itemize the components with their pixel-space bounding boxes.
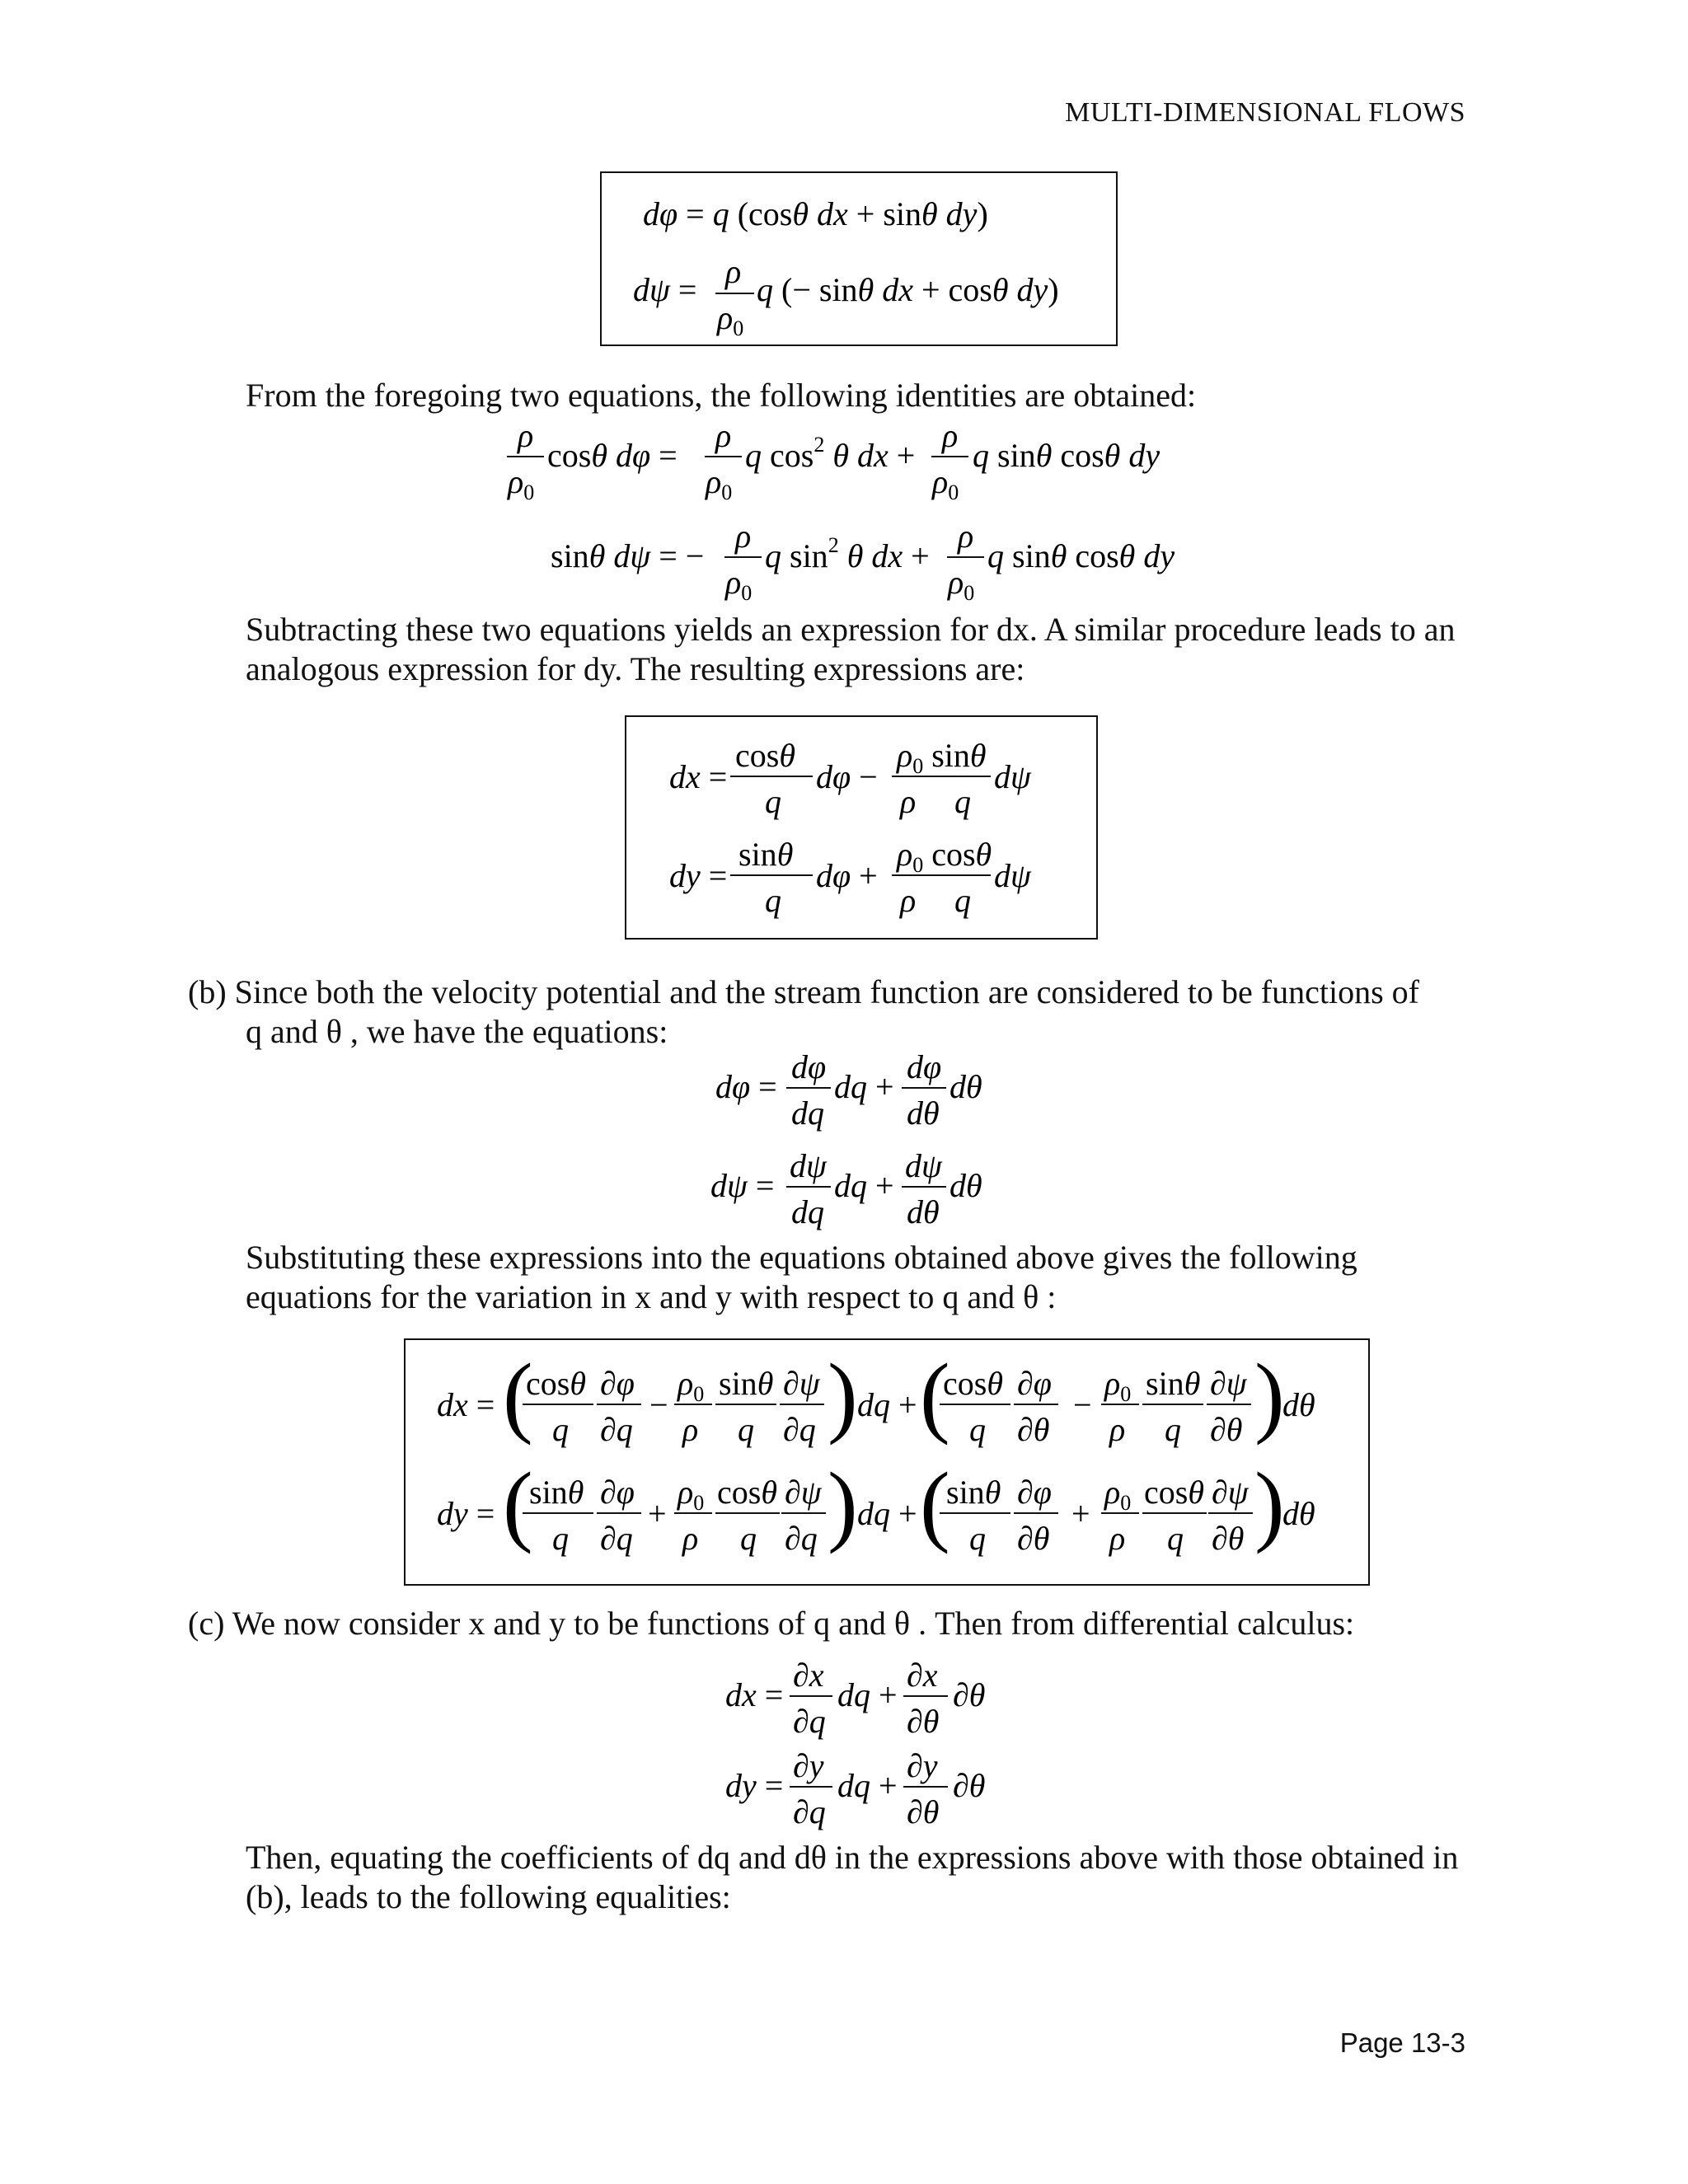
svg-text:ρ0: $\rho_0$ bbox=[678, 1365, 705, 1406]
svg-text:q: q bbox=[765, 783, 781, 820]
svg-text:∂θ: ∂θ bbox=[1017, 1520, 1050, 1557]
svg-text:∂q: ∂q bbox=[783, 1411, 816, 1448]
svg-text:dψ: dψ bbox=[790, 1147, 827, 1184]
svg-text:∂q: ∂q bbox=[793, 1703, 826, 1740]
svg-text:dq +: dq + bbox=[837, 1767, 898, 1804]
svg-text:): ) bbox=[828, 1345, 858, 1446]
svg-text:dθ: dθ bbox=[907, 1094, 940, 1132]
box3-equations bbox=[420, 1345, 1368, 1582]
eq-dpsi bbox=[633, 253, 1059, 340]
eq-dphi-partial bbox=[715, 1048, 982, 1132]
svg-text:dψ: dψ bbox=[905, 1147, 942, 1184]
svg-text:q: q bbox=[954, 882, 971, 919]
svg-text:∂θ: ∂θ bbox=[953, 1767, 986, 1804]
paragraph-subtracting-text: Subtracting these two equations yields an expression for dx. A similar procedure leads to an analogous expression for dy. The resulting expressions are: bbox=[246, 611, 1456, 687]
page-number: Page 13-3 bbox=[1339, 2027, 1465, 2058]
svg-text:∂θ: ∂θ bbox=[1017, 1411, 1050, 1448]
svg-text:q: q bbox=[552, 1411, 569, 1448]
svg-text:dφ −: dφ − bbox=[816, 758, 878, 795]
svg-text:): ) bbox=[828, 1454, 858, 1554]
part-b-equations bbox=[701, 1048, 1047, 1238]
svg-text:dx =: dx = bbox=[669, 758, 728, 795]
svg-text:dx =: dx = bbox=[725, 1676, 784, 1713]
svg-text:dq: dq bbox=[791, 1094, 824, 1132]
svg-text:ρ0: $\rho_0$ bbox=[725, 564, 753, 605]
svg-text:∂φ: ∂φ bbox=[1017, 1365, 1052, 1402]
svg-text:cosθ dφ =: cosθ dφ = bbox=[547, 437, 678, 474]
svg-text:∂θ: ∂θ bbox=[1212, 1520, 1245, 1557]
svg-text:ρ0: $\rho_0$ bbox=[508, 463, 535, 504]
svg-text:cosθ: cosθ bbox=[1144, 1474, 1204, 1511]
svg-text:dφ +: dφ + bbox=[816, 857, 878, 894]
svg-text:dθ: dθ bbox=[950, 1068, 982, 1105]
svg-text:dy =: dy = bbox=[669, 857, 728, 894]
svg-text:∂θ: ∂θ bbox=[907, 1703, 940, 1740]
svg-text:∂ψ: ∂ψ bbox=[783, 1365, 820, 1402]
svg-text:sinθ: sinθ bbox=[529, 1474, 584, 1511]
svg-text:ρ: ρ bbox=[715, 417, 732, 454]
svg-text:q sin2 θ dx +: q $\sin^2 \theta$ dx + bbox=[765, 533, 930, 574]
svg-text:ρ0: $\rho_0$ bbox=[678, 1474, 705, 1515]
svg-text:q: q bbox=[969, 1411, 986, 1448]
part-c-equations bbox=[717, 1657, 1030, 1838]
svg-text:q: q bbox=[1167, 1520, 1184, 1557]
svg-text:∂x: ∂x bbox=[793, 1657, 824, 1694]
svg-text:−: − bbox=[1073, 1386, 1092, 1423]
paragraph-substituting: Substituting these expressions into the equations obtained above gives the following equations for the variation in x and y with respect to q and θ : bbox=[246, 1239, 1357, 1315]
svg-text:sinθ: sinθ bbox=[1146, 1365, 1201, 1402]
svg-text:(: ( bbox=[503, 1345, 533, 1446]
svg-text:ρ0: $\rho_0$ bbox=[1104, 1474, 1132, 1515]
svg-text:q sinθ cosθ dy: q sinθ cosθ dy bbox=[987, 537, 1175, 574]
svg-text:q (− sinθ dx + cosθ dy): q (− sinθ dx + cosθ dy) bbox=[757, 271, 1059, 308]
svg-text:∂y: ∂y bbox=[793, 1747, 824, 1784]
svg-text:cosθ: cosθ bbox=[943, 1365, 1003, 1402]
eq-dx-box2 bbox=[669, 737, 1032, 820]
svg-text:(: ( bbox=[920, 1345, 950, 1446]
svg-text:ρ0: $\rho_0$ bbox=[948, 564, 975, 605]
eq-dx-box3 bbox=[437, 1345, 1315, 1448]
svg-text:∂θ: ∂θ bbox=[1210, 1411, 1243, 1448]
svg-text:dθ: dθ bbox=[907, 1193, 940, 1230]
svg-text:∂x: ∂x bbox=[907, 1657, 938, 1694]
svg-text:+: + bbox=[1071, 1495, 1090, 1532]
svg-text:∂ψ: ∂ψ bbox=[1210, 1365, 1247, 1402]
identity-2 bbox=[551, 518, 1175, 605]
svg-text:∂q: ∂q bbox=[600, 1411, 633, 1448]
svg-text:ρ0 cosθ: $\rho_0$ cosθ bbox=[897, 836, 992, 877]
svg-text:dq: dq bbox=[791, 1193, 824, 1230]
svg-text:−: − bbox=[649, 1386, 668, 1423]
svg-text:q: q bbox=[552, 1520, 569, 1557]
svg-text:∂q: ∂q bbox=[793, 1793, 826, 1830]
eq-dx-partial bbox=[725, 1657, 985, 1740]
paragraph-part-b-line1: (b) Since both the velocity potential and the stream function are considered to be functions of bbox=[188, 973, 1419, 1010]
svg-text:dy =: dy = bbox=[725, 1767, 784, 1804]
svg-text:ρ: ρ bbox=[1109, 1411, 1126, 1448]
paragraph-part-c: (c) We now consider x and y to be functions of q and θ . Then from differential calculus: bbox=[188, 1605, 1355, 1642]
svg-text:dψ: dψ bbox=[994, 758, 1031, 795]
svg-text:dφ = q (cosθ dx + sinθ dy): dφ = q (cosθ dx + sinθ dy) bbox=[643, 195, 988, 232]
eq-dy-box3 bbox=[437, 1454, 1315, 1557]
svg-text:dφ: dφ bbox=[791, 1048, 827, 1085]
svg-text:q: q bbox=[1165, 1411, 1181, 1448]
svg-text:dy =: dy = bbox=[437, 1495, 495, 1532]
svg-text:∂q: ∂q bbox=[600, 1520, 633, 1557]
svg-text:cosθ: cosθ bbox=[717, 1474, 777, 1511]
svg-text:ρ: ρ bbox=[900, 882, 917, 919]
svg-text:ρ: ρ bbox=[735, 518, 752, 555]
svg-text:ρ0: $\rho_0$ bbox=[706, 463, 733, 504]
svg-text:q: q bbox=[765, 882, 781, 919]
svg-text:∂φ: ∂φ bbox=[600, 1474, 635, 1511]
paragraph-subtracting bbox=[246, 610, 1498, 689]
svg-text:q: q bbox=[740, 1520, 757, 1557]
svg-text:dq +: dq + bbox=[857, 1386, 917, 1423]
identity-1 bbox=[506, 417, 1160, 504]
svg-text:dx =: dx = bbox=[437, 1386, 495, 1423]
svg-text:dψ: dψ bbox=[994, 857, 1031, 894]
svg-text:ρ: ρ bbox=[682, 1520, 699, 1557]
svg-text:): ) bbox=[1254, 1345, 1285, 1446]
svg-text:q: q bbox=[738, 1411, 754, 1448]
svg-text:dθ: dθ bbox=[950, 1167, 982, 1204]
svg-text:ρ: ρ bbox=[682, 1411, 699, 1448]
eq-dy-box2 bbox=[669, 836, 1032, 919]
svg-text:q sinθ cosθ dy: q sinθ cosθ dy bbox=[973, 437, 1160, 474]
paragraph-part-b bbox=[188, 972, 1507, 1052]
svg-text:cosθ: cosθ bbox=[735, 737, 795, 774]
svg-text:ρ: ρ bbox=[900, 783, 917, 820]
paragraph-equating: Then, equating the coefficients of dq and dθ in the expressions above with those obtained in (b), leads to the following equalities: bbox=[246, 1839, 1459, 1915]
svg-text:q: q bbox=[969, 1520, 986, 1557]
svg-text:∂y: ∂y bbox=[907, 1747, 938, 1784]
svg-text:ρ: ρ bbox=[518, 417, 534, 454]
svg-text:∂θ: ∂θ bbox=[953, 1676, 986, 1713]
svg-text:ρ: ρ bbox=[942, 417, 959, 454]
identity-equations bbox=[495, 417, 1236, 610]
svg-text:): ) bbox=[1254, 1454, 1285, 1554]
box2-equations bbox=[651, 733, 1096, 931]
svg-text:+: + bbox=[648, 1495, 667, 1532]
eq-dy-partial bbox=[725, 1747, 985, 1830]
svg-text:dθ: dθ bbox=[1282, 1495, 1315, 1532]
svg-text:ρ0: $\rho_0$ bbox=[1104, 1365, 1132, 1406]
svg-text:dq +: dq + bbox=[857, 1495, 917, 1532]
svg-text:sinθ dψ = −: sinθ dψ = − bbox=[551, 537, 705, 574]
eq-dpsi-partial bbox=[710, 1147, 982, 1230]
svg-text:ρ0: $\rho_0$ bbox=[717, 299, 744, 340]
svg-text:(: ( bbox=[920, 1454, 950, 1554]
svg-text:dθ: dθ bbox=[1282, 1386, 1315, 1423]
svg-text:∂ψ: ∂ψ bbox=[785, 1474, 822, 1511]
running-header: MULTI-DIMENSIONAL FLOWS bbox=[1065, 97, 1465, 128]
paragraph-part-b-line2: q and θ , we have the equations: bbox=[246, 1013, 668, 1050]
svg-text:dψ =: dψ = bbox=[710, 1167, 775, 1204]
svg-text:∂φ: ∂φ bbox=[1017, 1474, 1052, 1511]
svg-text:∂q: ∂q bbox=[785, 1520, 818, 1557]
svg-text:dφ: dφ bbox=[907, 1048, 942, 1085]
svg-text:q: q bbox=[954, 783, 971, 820]
svg-text:∂φ: ∂φ bbox=[600, 1365, 635, 1402]
svg-text:sinθ: sinθ bbox=[946, 1474, 1001, 1511]
svg-text:dψ =: dψ = bbox=[633, 271, 697, 308]
svg-text:q cos2 θ dx +: q $\cos^2 \theta$ dx + bbox=[745, 433, 916, 474]
svg-text:∂θ: ∂θ bbox=[907, 1793, 940, 1830]
box1-equations bbox=[610, 177, 1121, 342]
svg-text:ρ0 sinθ: $\rho_0$ sinθ bbox=[897, 737, 987, 778]
svg-text:sinθ: sinθ bbox=[738, 836, 794, 873]
svg-text:ρ0: $\rho_0$ bbox=[932, 463, 959, 504]
svg-text:dφ =: dφ = bbox=[715, 1068, 777, 1105]
paragraph-identities-intro: From the foregoing two equations, the following identities are obtained: bbox=[246, 377, 1197, 414]
svg-text:dq +: dq + bbox=[837, 1676, 898, 1713]
svg-text:ρ: ρ bbox=[1109, 1520, 1126, 1557]
svg-text:(: ( bbox=[503, 1454, 533, 1554]
svg-text:dq +: dq + bbox=[834, 1167, 894, 1204]
svg-text:∂ψ: ∂ψ bbox=[1212, 1474, 1249, 1511]
svg-text:ρ: ρ bbox=[725, 253, 742, 290]
svg-text:cosθ: cosθ bbox=[526, 1365, 586, 1402]
svg-text:ρ: ρ bbox=[958, 518, 974, 555]
svg-text:dq +: dq + bbox=[834, 1068, 894, 1105]
svg-text:sinθ: sinθ bbox=[719, 1365, 774, 1402]
eq-dphi bbox=[643, 195, 988, 232]
